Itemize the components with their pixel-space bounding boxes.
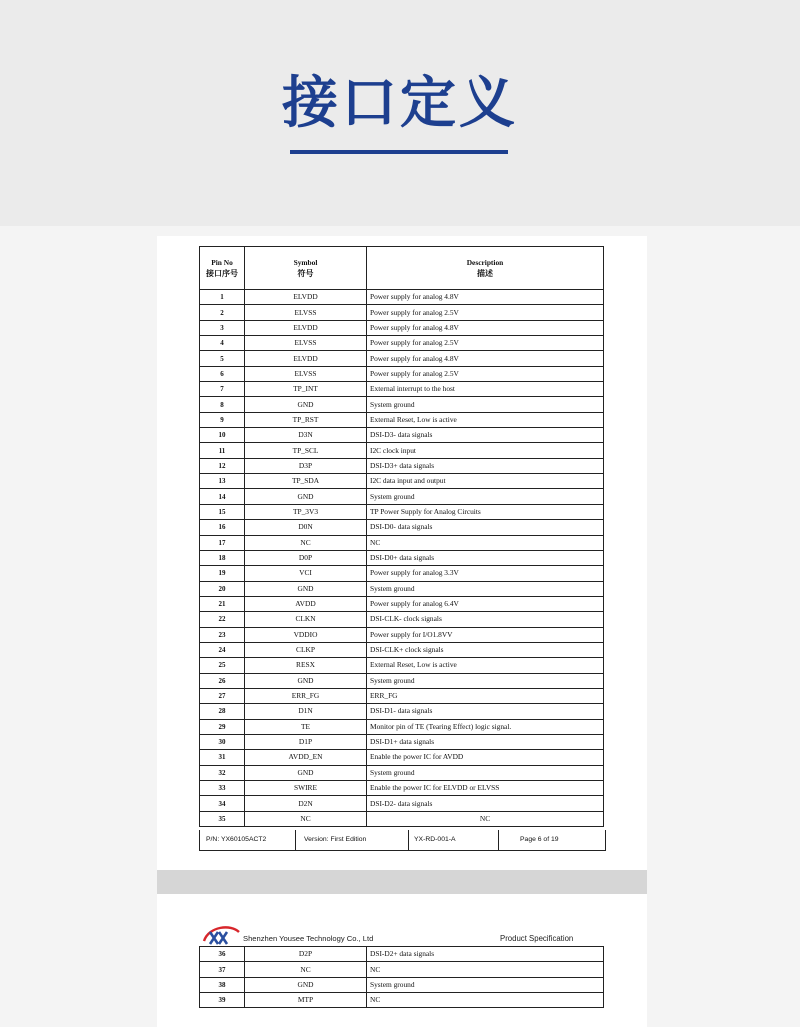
pin-symbol: TP_RST [245, 412, 367, 427]
pin-symbol: SWIRE [245, 781, 367, 796]
pin-symbol: ELVSS [245, 366, 367, 381]
pin-number: 4 [200, 336, 245, 351]
pin-description: Enable the power IC for AVDD [367, 750, 604, 765]
pin-symbol: TP_INT [245, 382, 367, 397]
pin-number: 1 [200, 290, 245, 305]
pin-symbol: GND [245, 977, 367, 992]
pin-symbol: D2P [245, 947, 367, 962]
pin-number: 5 [200, 351, 245, 366]
table-row [200, 734, 604, 749]
pin-symbol: RESX [245, 658, 367, 673]
footer-doc-number: YX-RD-001-A [414, 836, 456, 843]
pin-number: 14 [200, 489, 245, 504]
pin-number: 15 [200, 504, 245, 519]
pin-symbol: D3P [245, 458, 367, 473]
pin-symbol: AVDD [245, 596, 367, 611]
pin-description: DSI-CLK- clock signals [367, 612, 604, 627]
pin-description: Power supply for analog 2.5V [367, 336, 604, 351]
pin-number: 23 [200, 627, 245, 642]
pin-number: 26 [200, 673, 245, 688]
pin-number: 10 [200, 428, 245, 443]
table-row [200, 796, 604, 811]
table-row [200, 750, 604, 765]
pin-description: DSI-D2- data signals [367, 796, 604, 811]
table-row [200, 320, 604, 335]
pin-description: Power supply for analog 4.8V [367, 351, 604, 366]
pin-description: System ground [367, 765, 604, 780]
pin-description: Power supply for analog 4.8V [367, 320, 604, 335]
pin-symbol: D1N [245, 704, 367, 719]
pin-number: 33 [200, 781, 245, 796]
pin-description: External Reset, Low is active [367, 658, 604, 673]
table-body [200, 290, 604, 827]
table-row [200, 612, 604, 627]
pin-number: 27 [200, 688, 245, 703]
pin-description: Power supply for I/O1.8VV [367, 627, 604, 642]
pin-number: 22 [200, 612, 245, 627]
footer-page-number: Page 6 of 19 [520, 836, 559, 843]
table-row [200, 504, 604, 519]
pin-description: System ground [367, 397, 604, 412]
pin-description: NC [367, 811, 604, 826]
pin-symbol: GND [245, 581, 367, 596]
table-row [200, 688, 604, 703]
pin-description: DSI-D2+ data signals [367, 947, 604, 962]
pin-number: 39 [200, 993, 245, 1008]
table-row [200, 305, 604, 320]
pin-symbol: NC [245, 535, 367, 550]
pin-description: DSI-CLK+ clock signals [367, 642, 604, 657]
pin-number: 25 [200, 658, 245, 673]
table-row [200, 428, 604, 443]
table-row [200, 336, 604, 351]
table-row [200, 566, 604, 581]
pin-definition-table-continued [199, 946, 604, 1008]
table-row [200, 397, 604, 412]
pin-description: Power supply for analog 3.3V [367, 566, 604, 581]
table-row [200, 351, 604, 366]
footer-part-number: P/N: YX60105ACT2 [206, 836, 267, 843]
table-row [200, 673, 604, 688]
table-row [200, 719, 604, 734]
pin-number: 11 [200, 443, 245, 458]
pin-description: DSI-D0+ data signals [367, 550, 604, 565]
pin-number: 28 [200, 704, 245, 719]
pin-description: DSI-D1- data signals [367, 704, 604, 719]
document-page-6 [157, 236, 647, 870]
pin-symbol: MTP [245, 993, 367, 1008]
pin-symbol: ELVDD [245, 351, 367, 366]
title-underline [290, 150, 508, 154]
table-row [200, 596, 604, 611]
pin-symbol: GND [245, 673, 367, 688]
pin-number: 12 [200, 458, 245, 473]
pin-description: DSI-D1+ data signals [367, 734, 604, 749]
pin-number: 19 [200, 566, 245, 581]
column-header-pin: Pin No 接口序号 [200, 247, 245, 290]
pin-symbol: D3N [245, 428, 367, 443]
table-row [200, 474, 604, 489]
pin-number: 36 [200, 947, 245, 962]
pin-description: System ground [367, 489, 604, 504]
pin-description: NC [367, 962, 604, 977]
table-row [200, 993, 604, 1008]
page-header [0, 0, 800, 226]
pin-symbol: D1P [245, 734, 367, 749]
pin-symbol: TP_SDA [245, 474, 367, 489]
pin-symbol: ELVSS [245, 305, 367, 320]
pin-symbol: ELVDD [245, 290, 367, 305]
pin-description: Power supply for analog 2.5V [367, 366, 604, 381]
pin-number: 30 [200, 734, 245, 749]
table-row [200, 627, 604, 642]
pin-number: 37 [200, 962, 245, 977]
table-row [200, 550, 604, 565]
pin-number: 16 [200, 520, 245, 535]
pin-description: External Reset, Low is active [367, 412, 604, 427]
table-row [200, 947, 604, 962]
pin-description: System ground [367, 977, 604, 992]
table-row [200, 412, 604, 427]
pin-symbol: GND [245, 397, 367, 412]
table-row [200, 489, 604, 504]
pin-symbol: VDDIO [245, 627, 367, 642]
pin-symbol: CLKP [245, 642, 367, 657]
table-row [200, 458, 604, 473]
pin-description: Enable the power IC for ELVDD or ELVSS [367, 781, 604, 796]
pin-symbol: D0N [245, 520, 367, 535]
pin-symbol: AVDD_EN [245, 750, 367, 765]
table-body [200, 947, 604, 1008]
table-row [200, 781, 604, 796]
pin-description: ERR_FG [367, 688, 604, 703]
pin-symbol: TE [245, 719, 367, 734]
table-row [200, 977, 604, 992]
company-name: Shenzhen Yousee Technology Co., Ltd [243, 934, 374, 943]
pin-symbol: TP_3V3 [245, 504, 367, 519]
pin-number: 20 [200, 581, 245, 596]
company-logo-icon [201, 924, 241, 946]
footer-divider [408, 830, 409, 850]
table-row [200, 535, 604, 550]
column-header-symbol: Symbol 符号 [245, 247, 367, 290]
pin-number: 2 [200, 305, 245, 320]
pin-number: 38 [200, 977, 245, 992]
pin-symbol: VCI [245, 566, 367, 581]
table-row [200, 642, 604, 657]
pin-number: 8 [200, 397, 245, 412]
pin-description: NC [367, 535, 604, 550]
table-row [200, 290, 604, 305]
table-row [200, 581, 604, 596]
pin-description: Power supply for analog 6.4V [367, 596, 604, 611]
pin-symbol: CLKN [245, 612, 367, 627]
pin-number: 18 [200, 550, 245, 565]
table-row [200, 520, 604, 535]
pin-number: 24 [200, 642, 245, 657]
pin-description: I2C data input and output [367, 474, 604, 489]
pin-definition-table [199, 246, 604, 827]
pin-description: DSI-D3- data signals [367, 428, 604, 443]
pin-description: NC [367, 993, 604, 1008]
pin-description: TP Power Supply for Analog Circuits [367, 504, 604, 519]
page-separator [157, 870, 647, 894]
pin-number: 6 [200, 366, 245, 381]
pin-symbol: ELVSS [245, 336, 367, 351]
pin-symbol: ERR_FG [245, 688, 367, 703]
pin-symbol: D0P [245, 550, 367, 565]
table-header-row [200, 247, 604, 290]
pin-symbol: NC [245, 811, 367, 826]
pin-symbol: NC [245, 962, 367, 977]
page-footer [199, 830, 606, 851]
table-row [200, 658, 604, 673]
pin-description: External interrupt to the host [367, 382, 604, 397]
pin-number: 3 [200, 320, 245, 335]
pin-number: 35 [200, 811, 245, 826]
document-page-7 [157, 894, 647, 1027]
pin-symbol: D2N [245, 796, 367, 811]
pin-description: Monitor pin of TE (Tearing Effect) logic signal. [367, 719, 604, 734]
pin-description: System ground [367, 581, 604, 596]
pin-description: DSI-D3+ data signals [367, 458, 604, 473]
page-title: 接口定义 [282, 71, 518, 136]
pin-number: 29 [200, 719, 245, 734]
pin-number: 34 [200, 796, 245, 811]
table-row [200, 765, 604, 780]
pin-description: Power supply for analog 2.5V [367, 305, 604, 320]
pin-symbol: ELVDD [245, 320, 367, 335]
pin-number: 31 [200, 750, 245, 765]
table-row [200, 962, 604, 977]
pin-description: System ground [367, 673, 604, 688]
pin-number: 9 [200, 412, 245, 427]
pin-number: 32 [200, 765, 245, 780]
pin-number: 7 [200, 382, 245, 397]
spec-title: Product Specification [500, 934, 574, 943]
pin-description: I2C clock input [367, 443, 604, 458]
table-row [200, 704, 604, 719]
table-row [200, 443, 604, 458]
pin-number: 13 [200, 474, 245, 489]
footer-version: Version: First Edition [304, 836, 367, 843]
table-row [200, 366, 604, 381]
table-row [200, 811, 604, 826]
footer-divider [498, 830, 499, 850]
pin-number: 21 [200, 596, 245, 611]
pin-symbol: GND [245, 765, 367, 780]
pin-description: DSI-D0- data signals [367, 520, 604, 535]
column-header-description: Description 描述 [367, 247, 604, 290]
table-row [200, 382, 604, 397]
footer-divider [295, 830, 296, 850]
pin-symbol: GND [245, 489, 367, 504]
pin-description: Power supply for analog 4.8V [367, 290, 604, 305]
pin-number: 17 [200, 535, 245, 550]
pin-symbol: TP_SCL [245, 443, 367, 458]
